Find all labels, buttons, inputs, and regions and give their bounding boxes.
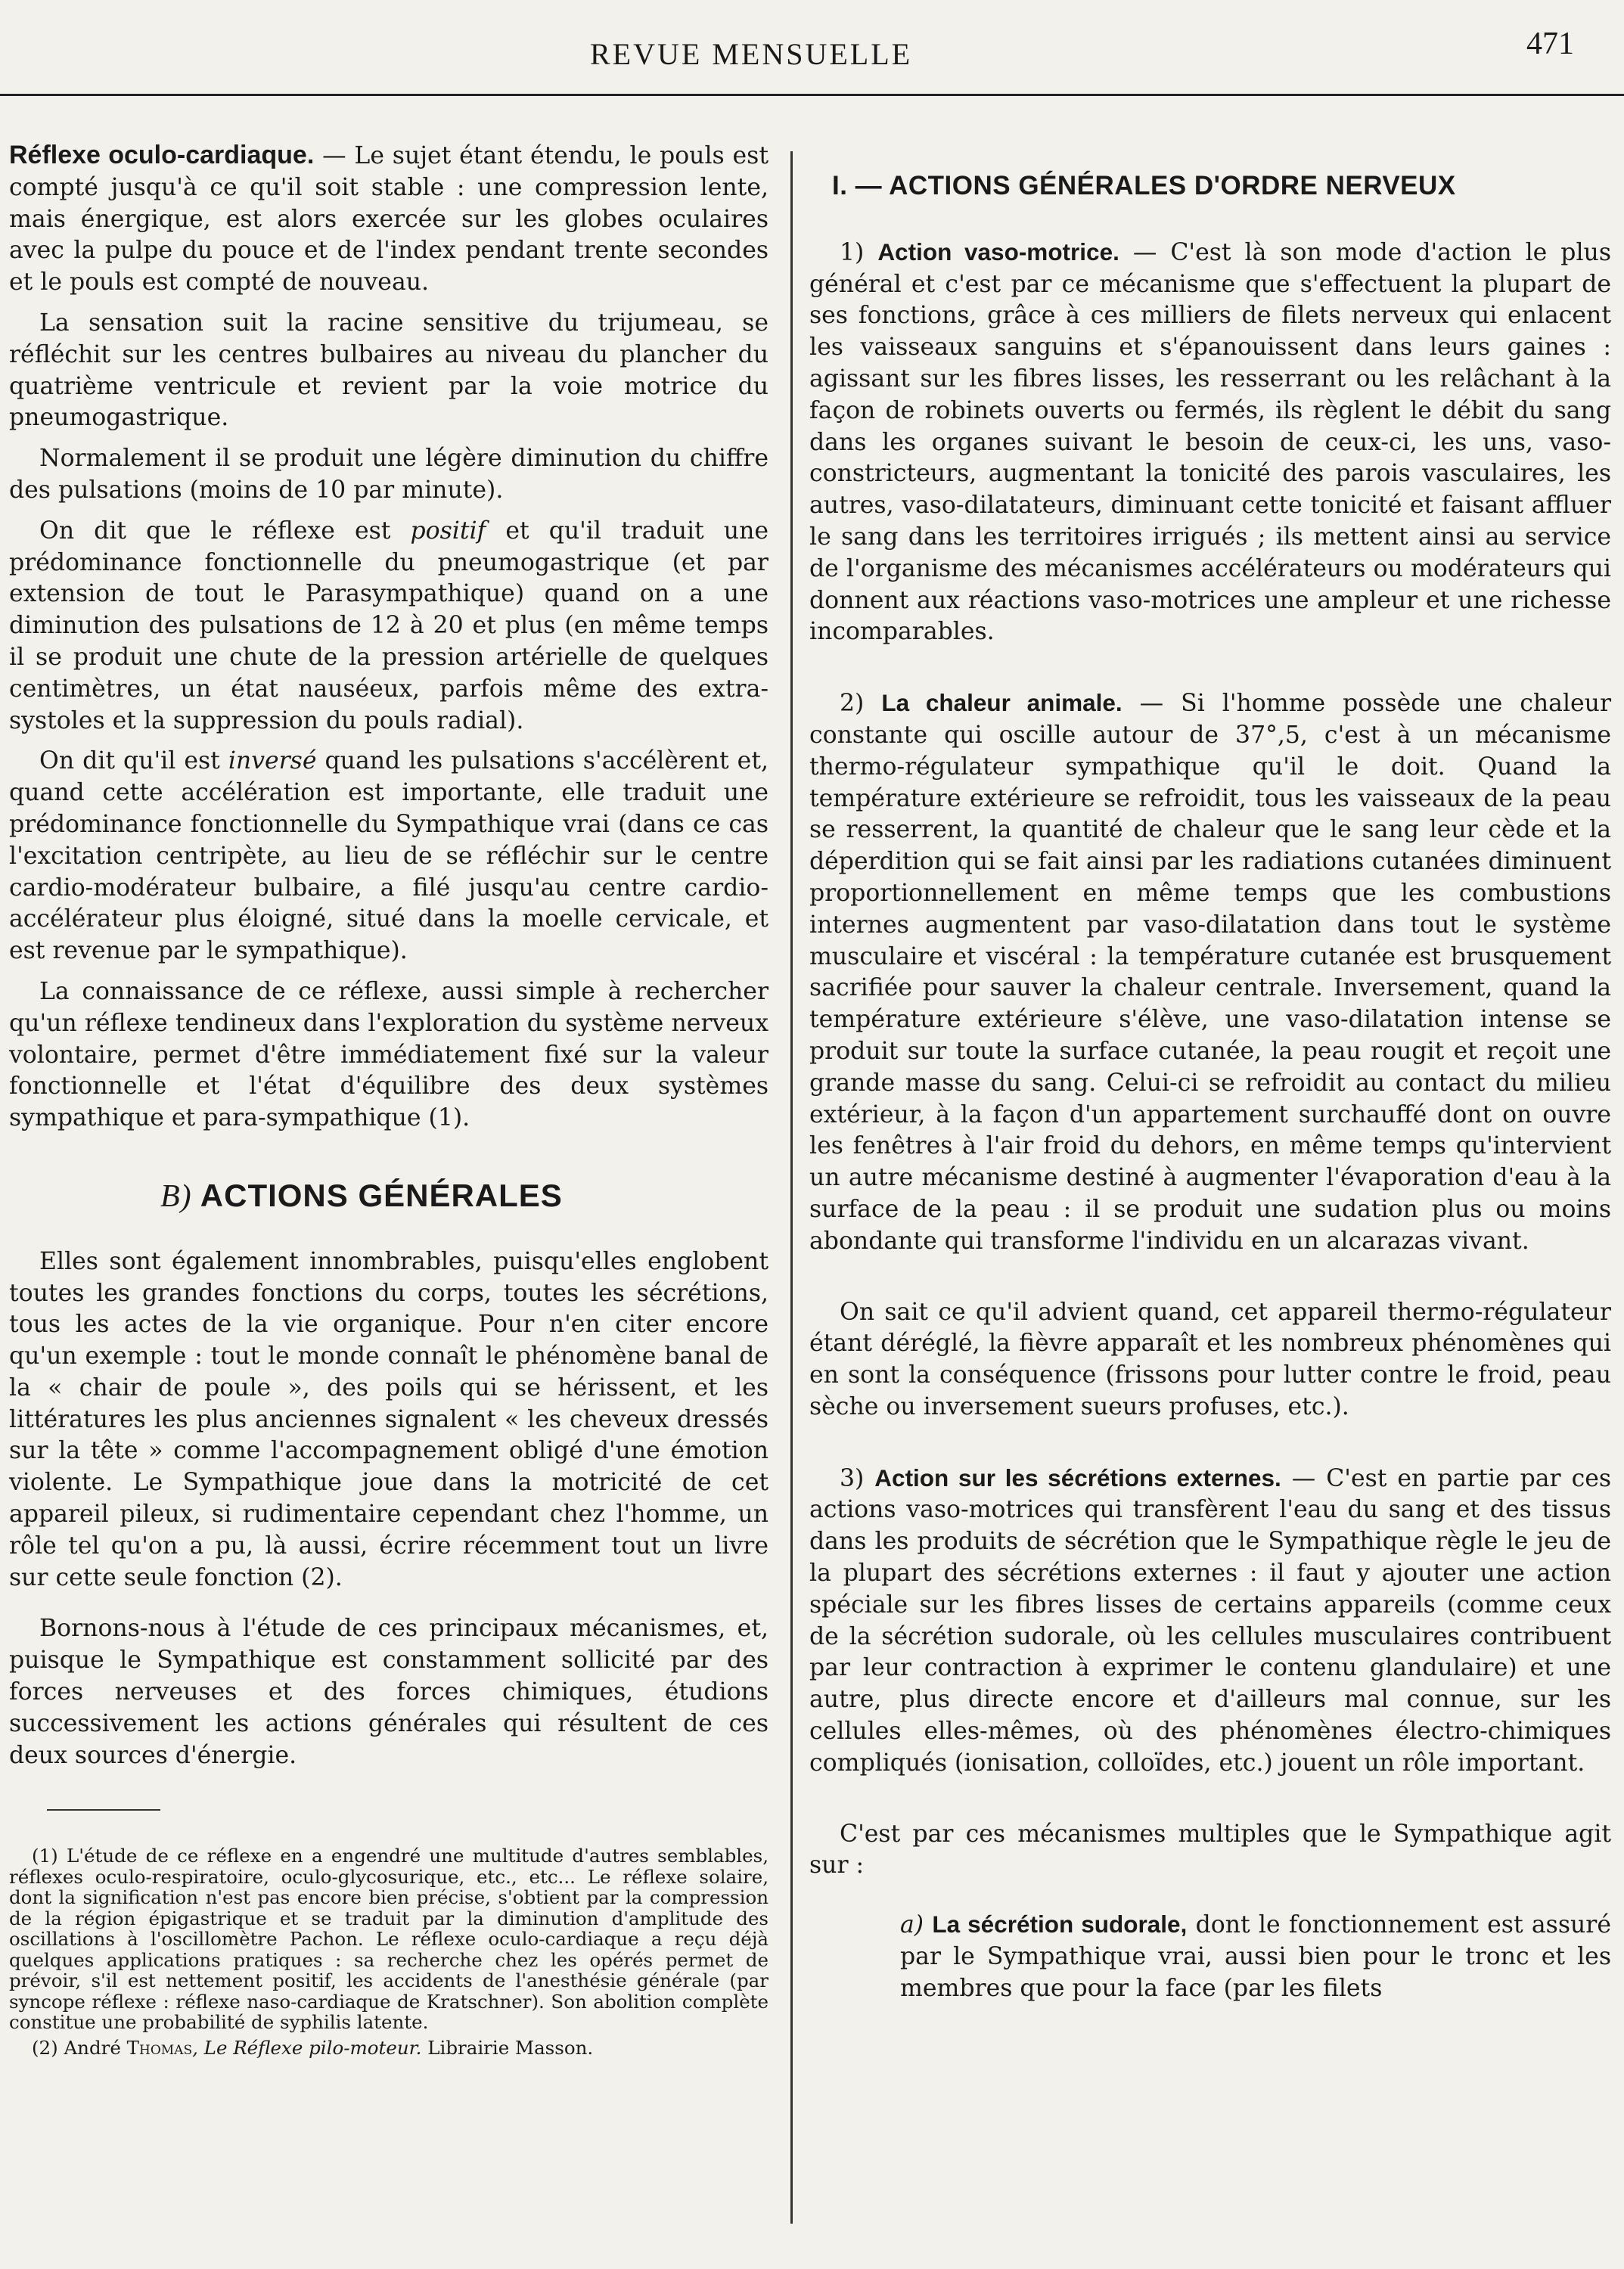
right-column <box>809 140 1611 2014</box>
paragraph: La connaissance de ce réflexe, aussi simple à rechercher qu'un réflexe tendineux dans l'exploration du système nerveux volontaire, permet d'être immédiatement fixé sur la valeur fonctionnelle et l'état d'équilibre des deux systèmes sympathique et para-sympathique (1). <box>9 977 769 1132</box>
run-in-heading: La chaleur animale. <box>881 689 1123 717</box>
emphasis: inversé <box>228 747 317 775</box>
paragraph-oculo-cardiac <box>9 140 769 299</box>
paragraph: Elles sont également innombrables, puisqu'elles englobent toutes les grandes fonctions du corps, toutes les sécrétions, tous les actes de la vie organique. Pour n'en citer encore qu'un exemple : tout le monde connaît le phénomène banal de la « chair de poule », des poils qui se hérissent, et les littératures les plus anciennes signalent « les cheveux dressés sur la tête » comme l'accompagnement obligé d'une émotion violente. Le Sympathique joue dans la motricité de cet appareil pileux, si rudimentaire cependant chez l'homme, un rôle tel qu'on a pu, là aussi, écrire récemment tout un livre sur cette seule fonction (2). <box>9 1247 769 1591</box>
paragraph: La sensation suit la racine sensitive du trijumeau, se réfléchit sur les centres bulbaires au niveau du plancher du quatrième ventricule et revient par la voie motrice du pneumogastrique. <box>9 309 769 432</box>
paragraph-vasomotor <box>809 237 1611 648</box>
text-span: quand les pulsations s'accélèrent et, quand cette accélération est importante, elle traduit une prédominance fonctionnelle du Sympathique vrai (dans ce cas l'excitation centripète, au lieu de se réfléchir sur le centre cardio-modérateur bulbaire, a filé jusqu'au centre cardio-accélérateur plus éloigné, situé dans la moelle cervicale, et est revenue par le sympathique). <box>9 747 769 965</box>
section-marker: B) <box>160 1178 192 1214</box>
paragraph-positive-reflex <box>9 516 769 737</box>
run-in-heading: Réflexe oculo-cardiaque. <box>9 141 315 169</box>
page-number: 471 <box>1526 26 1574 61</box>
subsection-heading: I. — ACTIONS GÉNÉRALES D'ORDRE NERVEUX <box>832 171 1456 200</box>
section-title: ACTIONS GÉNÉRALES <box>200 1177 563 1213</box>
run-in-heading: Action vaso-motrice. <box>877 237 1119 265</box>
footnote-1: (1) L'étude de ce réflexe en a engendré une multitude d'autres semblables, réflexes oculo-respiratoire, oculo-glycosurique, etc., etc... Le réflexe solaire, dont la signification n'est pas encore bien précise, s'obtient par la compression de la région épigastrique et se traduit par la diminution d'amplitude des oscillations à l'oscillomètre Pachon. Le réflexe oculo-cardiaque a reçu déjà quelques applications pratiques : sa recherche chez les opérés permet de prévoir, s'il est nettement positif, les accidents de l'anesthésie générale (par syncope réflexe : réflexe naso-cardiaque de Kratschner). Son abolition complète constitue une probabilité de syphilis latente. <box>9 1845 769 2034</box>
paragraph-text: — C'est là son mode d'action le plus général et c'est par ce mécanisme que s'effectuent la plupart de ses fonctions, grâce à ces milliers de filets nerveux qui enlacent les vaisseaux sanguins et s'épanouissent dans leurs gaines : agissant sur les fibres lisses, les resserrant ou les relâchant à la façon de robinets ouverts ou fermés, ils règlent le débit du sang dans les organes suivant le besoin de ceux-ci, les uns, vaso-constricteurs, augmentant la tonicité des parois vasculaires, les autres, vaso-dilatateurs, diminuant cette tonicité et faisant affluer le sang dans les territoires irrigués ; ils mettent ainsi au service de l'organisme des mécanismes accélérateurs ou modérateurs qui donnent aux réactions vaso-motrices une ampleur et une richesse incomparables. <box>809 238 1611 646</box>
header-rule <box>0 94 1624 96</box>
item-number: 1) <box>840 238 878 266</box>
column-divider <box>790 151 793 2224</box>
paragraph-text: dont le fonctionnement est assuré par le Sympathique vrai, aussi bien pour le tronc et les membres que pour la face (par les filets <box>900 1911 1611 2002</box>
text-span: On dit que le réflexe est <box>39 517 411 545</box>
footnote-2 <box>9 2038 769 2059</box>
text-span: On dit qu'il est <box>39 747 228 775</box>
paragraph-external-secretions <box>809 1463 1611 1780</box>
footnote-author: Thomas <box>126 2036 193 2059</box>
left-column <box>9 140 769 2063</box>
paragraph-text: — Le sujet étant étendu, le pouls est compté jusqu'à ce qu'il soit stable : une compression lente, mais énergique, est alors exercée sur les globes oculaires avec la pulpe du pouce et de l'index pendant trente secondes et le pouls est compté de nouveau. <box>9 142 769 296</box>
item-label: a) <box>900 1911 933 1939</box>
sub-item-sweat-secretion <box>900 1909 1611 2004</box>
paragraph-text: — Si l'homme possède une chaleur constante qui oscille autour de 37°,5, c'est à un mécanisme thermo-régulateur sympathique qu'il le doit. Quand la température extérieure se refroidit, tous les vaisseaux de la peau se resserrent, la quantité de chaleur que le sang leur cède et la déperdition qui se fait ainsi par les radiations cutanées diminuent proportionnellement en même temps que les combustions internes augmentent par vaso-dilatation dans tout le système musculaire et viscéral : la température cutanée est brusquement sacrifiée pour sauver la chaleur centrale. Inversement, quand la température extérieure s'élève, une vaso-dilatation intense se produit sur toute la surface cutanée, la peau rougit et reçoit une grande masse du sang. Celui-ci se refroidit au contact du milieu extérieur, à la façon d'un appartement surchauffé dont on ouvre les fenêtres à l'air froid du dehors, en même temps qu'intervient un autre mécanisme destiné à augmenter l'évaporation d'eau à la surface de la peau : il se produit une sudation plus ou moins abondante qui transforme l'individu en un alcarazas vivant. <box>809 690 1612 1255</box>
run-in-heading: Action sur les sécrétions externes. <box>874 1464 1281 1491</box>
running-head: REVUE MENSUELLE <box>590 37 913 71</box>
paragraph-text: — C'est en partie par ces actions vaso-motrices qui transfèrent l'eau du sang et des tissus dans les produits de sécrétion que le Sympathique règle le jeu de la plupart des sécrétions externes : il faut y ajouter une action spéciale sur les fibres lisses de certains appareils (comme ceux de la sécrétion sudorale, où les cellules musculaires contribuent par leur contraction à exprimer le contenu glandulaire) et une autre, plus directe encore et d'ailleurs mal connue, sur les cellules elles-mêmes, où des phénomènes électro-chimiques compliqués (ionisation, colloïdes, etc.) jouent un rôle important. <box>809 1464 1612 1777</box>
section-heading <box>160 1177 769 1214</box>
paragraph-animal-heat <box>809 688 1611 1257</box>
item-number: 2) <box>840 690 882 718</box>
text-span: et qu'il traduit une prédominance fonctionnelle du pneumogastrique (et par extension de tout le Parasympathique) quand on a une diminution des pulsations de 12 à 20 et plus (en même temps il se produit une chute de la pression artérielle de quelques centimètres, un état nauséeux, parfois même des extra-systoles et la suppression du pouls radial). <box>9 517 769 734</box>
paragraph-inverse-reflex <box>9 746 769 967</box>
text-span: (2) André <box>32 2036 127 2059</box>
paragraph: On sait ce qu'il advient quand, cet appareil thermo-régulateur étant déréglé, la fièvre apparaît et les nombreux phénomènes qui en sont la conséquence (frissons pour lutter contre le froid, peau sèche ou inversement sueurs profuses, etc.). <box>809 1298 1611 1420</box>
paragraph: Bornons-nous à l'étude de ces principaux mécanismes, et, puisque le Sympathique est constamment sollicité par des forces nerveuses et des forces chimiques, étudions successivement les actions générales qui résultent de ces deux sources d'énergie. <box>9 1615 769 1769</box>
run-in-heading: La sécrétion sudorale, <box>932 1910 1188 1938</box>
text-span: Librairie Masson. <box>421 2036 594 2059</box>
paragraph: Normalement il se produit une légère diminution du chiffre des pulsations (moins de 10 par minute). <box>9 445 769 504</box>
item-number: 3) <box>840 1464 875 1492</box>
footnote-book-title: , Le Réflexe pilo-moteur. <box>192 2036 422 2059</box>
page-header <box>0 21 1624 82</box>
footnote-rule <box>47 1809 160 1811</box>
emphasis: positif <box>410 517 486 545</box>
paragraph: C'est par ces mécanismes multiples que le Sympathique agit sur : <box>809 1820 1611 1879</box>
